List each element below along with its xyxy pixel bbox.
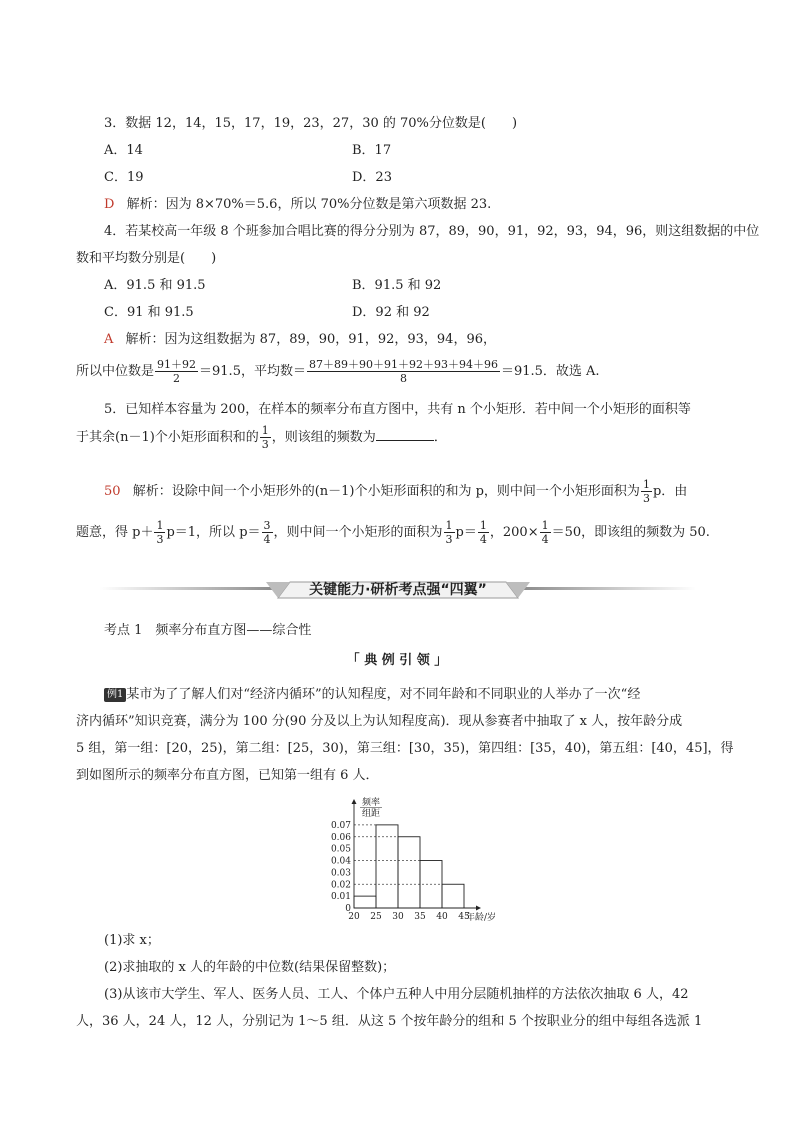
q5-analysis2-f: ＝50，即该组的频数为 50. (551, 525, 710, 540)
q5-analysis2-d: p＝ (455, 525, 477, 540)
frac-1-3-b (444, 519, 455, 546)
frac-1-3-a (154, 519, 165, 546)
q5-fraction (260, 424, 271, 451)
q5-answer: 50 (104, 484, 121, 499)
y-tick-label-4: 0.05 (330, 844, 351, 855)
q3-option-c: C．19 (104, 170, 144, 185)
frac-c-num: 1 (445, 519, 453, 532)
histogram-bar-4 (442, 884, 464, 908)
q4-answer: A (104, 332, 114, 347)
example-header: 「 典 例 引 领 」 (346, 653, 448, 668)
x-tick-label-2: 30 (392, 912, 404, 922)
y-tick-label-5: 0.06 (330, 832, 351, 843)
q5-stem-part-b: ，则该组的频数为 (271, 430, 376, 445)
q5-stem-line1: 5．已知样本容量为 200，在样本的频率分布直方图中，共有 n 个小矩形．若中间一个小矩形的面积等 (104, 402, 691, 417)
q4-analysis-line (104, 331, 496, 349)
q5-analysis-fraction (641, 478, 652, 505)
y-tick-label-3: 0.04 (330, 856, 351, 867)
q3-answer: D (104, 197, 115, 212)
example-line2: 济内循环”知识竞赛，满分为 100 分(90 分及以上为认知程度高)．现从参赛者中抽取了 x 人，按年龄分成 (76, 714, 683, 729)
q5-frac-num: 1 (261, 424, 269, 437)
q3-analysis-line (104, 196, 491, 214)
origin-label: 0 (345, 904, 351, 914)
y-tick-label-1: 0.02 (330, 880, 351, 891)
histogram-bar-2 (398, 837, 420, 908)
frac-d-num: 1 (479, 519, 487, 532)
q5-answer-blank (376, 428, 434, 441)
sub-q1: (1)求 x； (104, 933, 160, 948)
q4-median-prefix: 所以中位数是 (76, 364, 155, 379)
x-tick-label-5: 45 (458, 912, 470, 922)
x-tick-label-1: 25 (370, 912, 382, 922)
x-tick-label-3: 35 (414, 912, 426, 922)
q4-stem-line2: 数和平均数分别是( ) (76, 251, 217, 266)
y-tick-label-2: 0.03 (330, 868, 351, 879)
example-line1 (104, 686, 640, 704)
topic-title: 考点 1 频率分布直方图——综合性 (104, 623, 312, 638)
x-tick-label-4: 40 (436, 912, 448, 922)
frac-d-den: 4 (479, 533, 487, 546)
q4-option-d: D．92 和 92 (352, 305, 430, 320)
q4-stem-line1: 4．若某校高一年级 8 个班参加合唱比赛的得分分别为 87，89，90，91，92，93，94，96，则这组数据的中位 (104, 224, 760, 239)
q4-mean-suffix: ＝91.5．故选 A. (500, 364, 600, 379)
q5-analysis-part-a: 解析：设除中间一个小矩形外的(n－1)个小矩形面积的和为 p，则中间一个小矩形面积为 (132, 484, 640, 499)
q4-formula-line (76, 357, 600, 387)
q4-option-a: A．91.5 和 91.5 (104, 278, 206, 293)
sub-q3-line2: 人，36 人，24 人，12 人，分别记为 1～5 组．从这 5 个按年龄分的组和 5 个按职业分的组中每组各选派 1 (76, 1014, 703, 1029)
frac-1-4-a (478, 519, 489, 546)
q3-option-b: B．17 (352, 143, 392, 158)
histogram-bar-0 (354, 896, 376, 908)
frac-a-den: 3 (156, 533, 164, 546)
histogram-bar-1 (376, 825, 398, 908)
q5-analysis-line1 (104, 477, 687, 507)
q5-stem-part-a: 于其余(n－1)个小矩形面积和的 (76, 430, 259, 445)
frac-b-den: 4 (263, 533, 271, 546)
frequency-histogram (320, 796, 500, 926)
q5-analysis2-b: p＝1，所以 p＝ (166, 525, 261, 540)
median-numerator: 91＋92 (157, 358, 197, 371)
y-tick-label-0: 0.01 (330, 892, 351, 903)
frac-e-num: 1 (541, 519, 549, 532)
q5-analysis-part-b: p．由 (652, 484, 688, 499)
q5-frac-den: 3 (261, 438, 269, 451)
q5-analysis2-a: 题意，得 p＋ (76, 525, 154, 540)
sub-q3-line1: (3)从该市大学生、军人、医务人员、工人、个体户五种人中用分层随机抽样的方法依次抽取 6 人，42 (104, 987, 689, 1002)
q5-analysis-frac-num: 1 (642, 478, 650, 491)
q4-option-c: C．91 和 91.5 (104, 305, 194, 320)
example-tag: 例1 (104, 688, 126, 702)
example-text1: 某市为了了解人们对“经济内循环”的认知程度，对不同年龄和不同职业的人举办了一次“经 (126, 687, 641, 702)
y-tick-label-6: 0.07 (330, 820, 351, 831)
section-banner (100, 576, 696, 602)
mean-denominator: 8 (399, 372, 407, 385)
y-axis-label-numerator: 频率 (361, 798, 381, 808)
y-axis-arrow (352, 799, 357, 804)
x-axis-arrow (476, 906, 481, 911)
y-axis-label-denominator: 组距 (361, 809, 381, 819)
q4-option-b: B．91.5 和 92 (352, 278, 442, 293)
median-fraction (155, 358, 198, 385)
example-line3: 5 组，第一组：[20，25)，第二组：[25，30)，第三组：[30，35)，第四组：[35，40)，第五组：[40，45]，得 (76, 741, 734, 756)
q5-analysis2-e: ，200× (489, 525, 539, 540)
q3-option-a: A．14 (104, 143, 143, 158)
frac-c-den: 3 (445, 533, 453, 546)
frac-b-num: 3 (263, 519, 271, 532)
frac-a-num: 1 (156, 519, 164, 532)
x-tick-label-0: 20 (348, 912, 360, 922)
banner-title: 关键能力·研析考点强“四翼” (309, 582, 487, 598)
sub-q2: (2)求抽取的 x 人的年龄的中位数(结果保留整数)； (104, 960, 396, 975)
q5-stem-line2 (76, 423, 447, 453)
q5-analysis-line2 (76, 518, 710, 548)
q5-stem-part-c: ． (433, 430, 447, 445)
q4-analysis: 解析：因为这组数据为 87，89，90，91，92，93，94，96， (125, 332, 496, 347)
q5-analysis-frac-den: 3 (642, 492, 650, 505)
example-line4: 到如图所示的频率分布直方图，已知第一组有 6 人． (76, 768, 379, 783)
mean-numerator: 87＋89＋90＋91＋92＋93＋94＋96 (308, 358, 498, 371)
median-denominator: 2 (173, 372, 181, 385)
q4-median-mid: ＝91.5，平均数＝ (199, 364, 306, 379)
frac-e-den: 4 (541, 533, 549, 546)
q5-analysis2-c: ，则中间一个小矩形的面积为 (273, 525, 443, 540)
frac-1-4-b (540, 519, 551, 546)
q3-stem: 3．数据 12，14，15，17，19，23，27，30 的 70%分位数是( ) (104, 116, 518, 131)
q3-analysis: 解析：因为 8×70%＝5.6，所以 70%分位数是第六项数据 23. (126, 197, 492, 212)
frac-3-4 (262, 519, 273, 546)
x-axis-label: 年龄/岁 (466, 913, 497, 923)
q3-option-d: D．23 (352, 170, 392, 185)
mean-fraction (307, 358, 500, 385)
